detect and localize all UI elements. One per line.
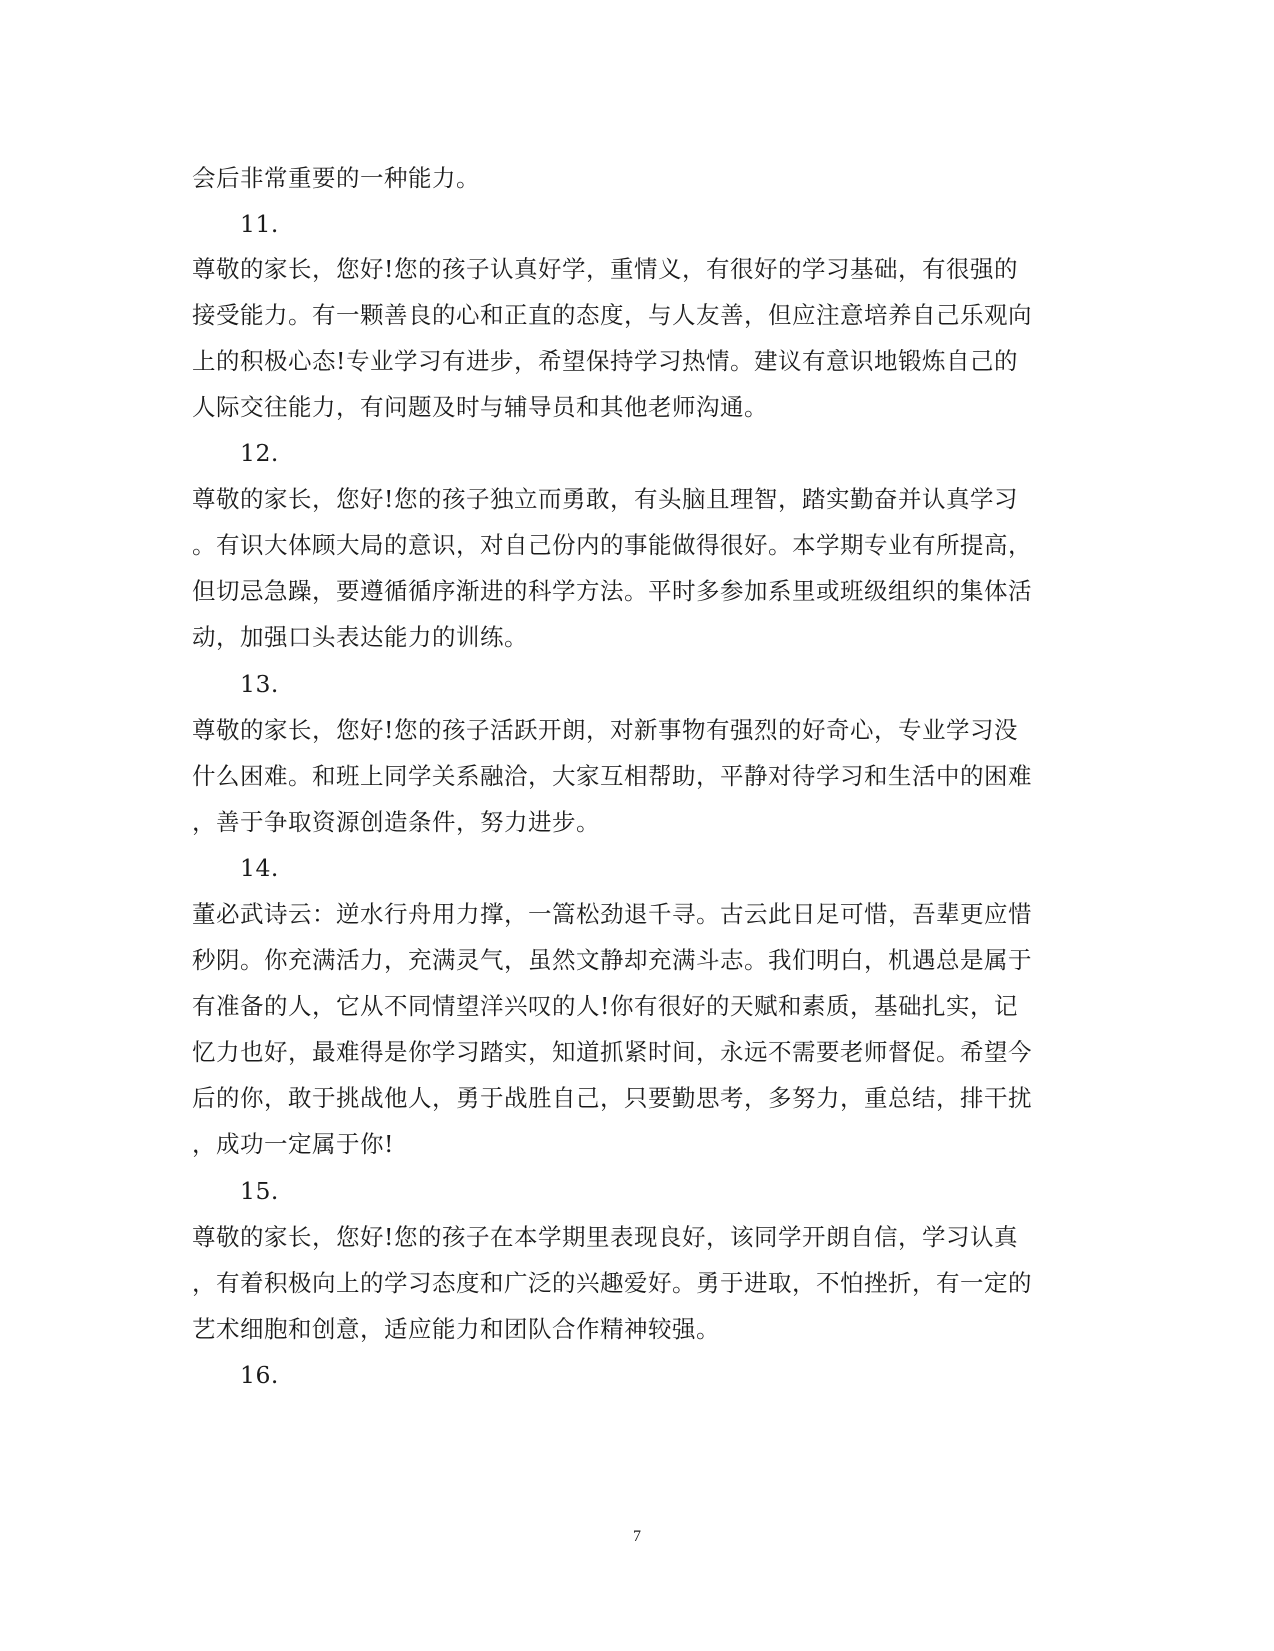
paragraph-line: 尊敬的家长，您好!您的孩子活跃开朗，对新事物有强烈的好奇心，专业学习没: [192, 716, 1018, 744]
paragraph-line: 接受能力。有一颗善良的心和正直的态度，与人友善，但应注意培养自己乐观向: [192, 301, 1032, 329]
paragraph-line: 秒阴。你充满活力，充满灵气，虽然文静却充满斗志。我们明白，机遇总是属于: [192, 946, 1032, 974]
paragraph-line: 人际交往能力，有问题及时与辅导员和其他老师沟通。: [192, 393, 768, 421]
paragraph-line: 但切忌急躁，要遵循循序渐进的科学方法。平时多参加系里或班级组织的集体活: [192, 577, 1032, 605]
paragraph-line: ，善于争取资源创造条件，努力进步。: [192, 808, 600, 836]
paragraph-line: 上的积极心态!专业学习有进步，希望保持学习热情。建议有意识地锻炼自己的: [192, 347, 1018, 375]
paragraph-line: 后的你，敢于挑战他人，勇于战胜自己，只要勤思考，多努力，重总结，排干扰: [192, 1084, 1032, 1112]
paragraph-line: 动，加强口头表达能力的训练。: [192, 623, 528, 651]
paragraph-line: 艺术细胞和创意，适应能力和团队合作精神较强。: [192, 1315, 720, 1343]
paragraph-line: 尊敬的家长，您好!您的孩子独立而勇敢，有头脑且理智，踏实勤奋并认真学习: [192, 485, 1018, 513]
paragraph-line: 有准备的人，它从不同情望洋兴叹的人!你有很好的天赋和素质，基础扎实，记: [192, 992, 1018, 1020]
item-number: 11.: [240, 210, 279, 238]
paragraph-line: ，成功一定属于你!: [192, 1130, 394, 1158]
item-number: 13.: [240, 670, 279, 698]
paragraph-line: 董必武诗云：逆水行舟用力撑，一篙松劲退千寻。古云此日足可惜，吾辈更应惜: [192, 900, 1032, 928]
paragraph-line: ，有着积极向上的学习态度和广泛的兴趣爱好。勇于进取，不怕挫折，有一定的: [192, 1269, 1032, 1297]
paragraph-line: 会后非常重要的一种能力。: [192, 164, 480, 192]
item-number: 14.: [240, 854, 279, 882]
paragraph-line: 尊敬的家长，您好!您的孩子在本学期里表现良好，该同学开朗自信，学习认真: [192, 1223, 1018, 1251]
paragraph-line: 。有识大体顾大局的意识，对自己份内的事能做得很好。本学期专业有所提高，: [192, 531, 1032, 559]
item-number: 15.: [240, 1177, 279, 1205]
item-number: 16.: [240, 1361, 279, 1389]
paragraph-line: 什么困难。和班上同学关系融洽，大家互相帮助，平静对待学习和生活中的困难: [192, 762, 1032, 790]
item-number: 12.: [240, 439, 279, 467]
paragraph-line: 尊敬的家长，您好!您的孩子认真好学，重情义，有很好的学习基础，有很强的: [192, 255, 1018, 283]
page-number: 7: [633, 1528, 641, 1545]
paragraph-line: 忆力也好，最难得是你学习踏实，知道抓紧时间，永远不需要老师督促。希望今: [192, 1038, 1032, 1066]
